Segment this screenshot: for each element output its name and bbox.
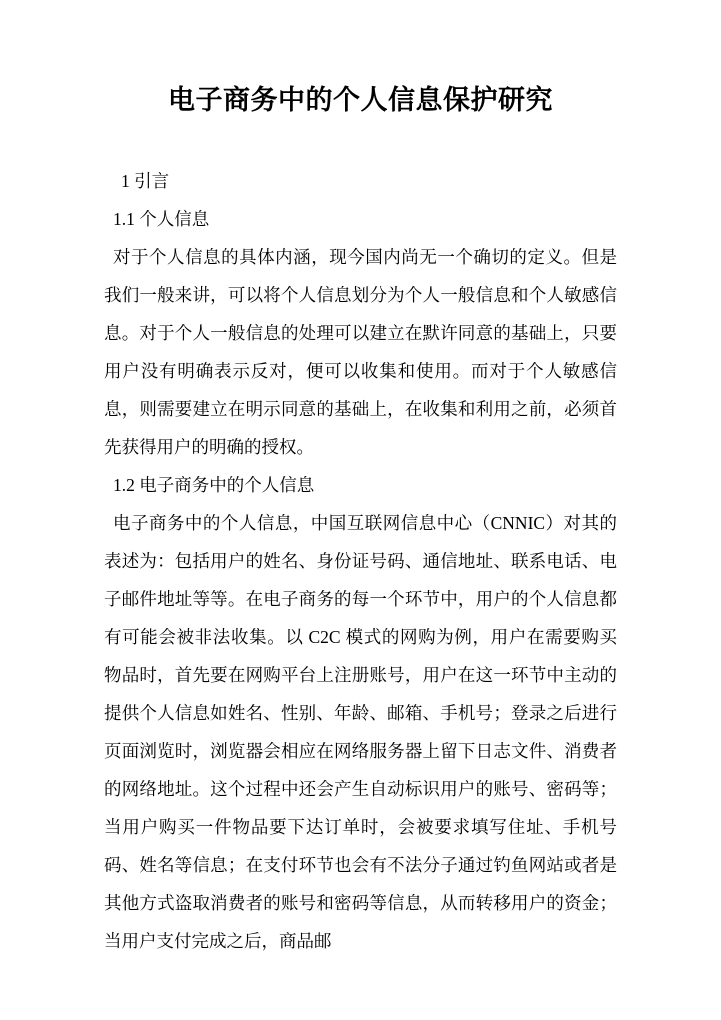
paragraph-ecommerce-personal-info: 电子商务中的个人信息，中国互联网信息中心（CNNIC）对其的表述为：包括用户的姓名、身份证号码、通信地址、联系电话、电子邮件地址等等。在电子商务的每一个环节中，用户的个人信息都有可能会被非法收集。以 C2C 模式的网购为例，用户在需要购买物品时，首先要在网购平台上注册账号，用户在这一环节中主动的提供个人信息如姓名、性别、年龄、邮箱、手机号；登录之后进行页面浏览时，浏览器会相应在网络服务器上留下日志文件、消费者的网络地址。这个过程中还会产生自动标识用户的账号、密码等；当用户购买一件物品要下达订单时，会被要求填写住址、手机号码、姓名等信息；在支付环节也会有不法分子通过钓鱼网站或者是其他方式盗取消费者的账号和密码等信息，从而转移用户的资金；当用户支付完成之后，商品邮	[104, 513, 617, 951]
paragraph-personal-info: 对于个人信息的具体内涵，现今国内尚无一个确切的定义。但是我们一般来讲，可以将个人信息划分为个人一般信息和个人敏感信息。对于个人一般信息的处理可以建立在默许同意的基础上，只要用户没有明确表示反对，便可以收集和使用。而对于个人敏感信息，则需要建立在明示同意的基础上，在收集和利用之前，必须首先获得用户的明确的授权。	[104, 247, 617, 457]
section-heading-introduction: 1 引言	[121, 171, 170, 191]
section-heading-personal-info: 1.1 个人信息	[113, 209, 210, 229]
section-heading-ecommerce-personal-info: 1.2 电子商务中的个人信息	[113, 475, 315, 495]
document-body	[104, 162, 617, 960]
document-title: 电子商务中的个人信息保护研究	[168, 85, 553, 115]
